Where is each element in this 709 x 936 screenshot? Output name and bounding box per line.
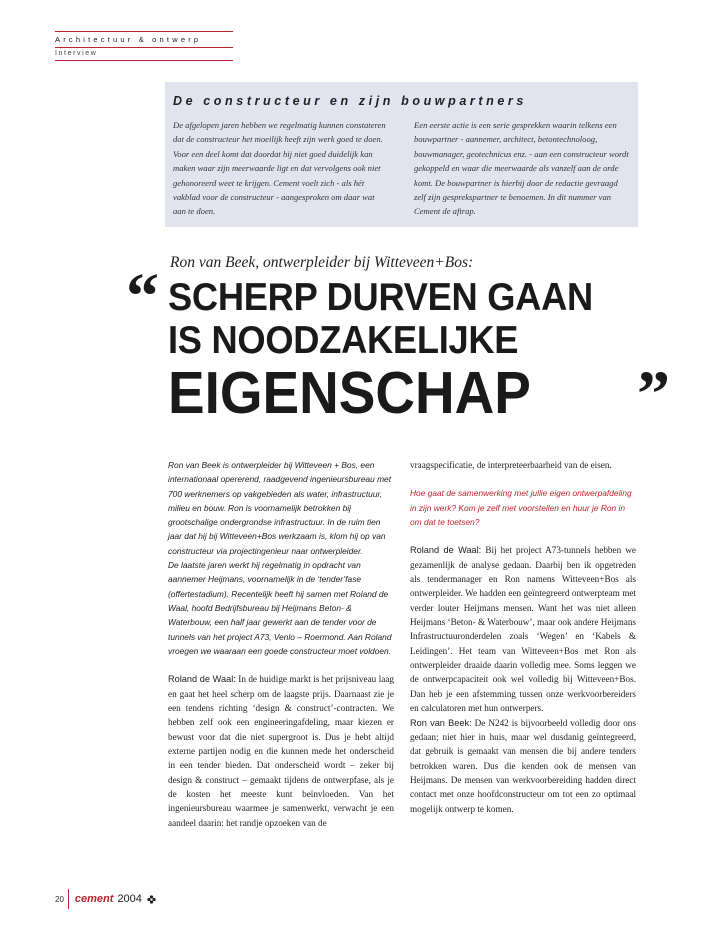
flower-icon <box>147 895 156 904</box>
headline-open-quote: “ <box>126 260 159 333</box>
publication-year: 2004 <box>117 893 142 905</box>
paragraph-gap <box>410 472 636 486</box>
intro-title: De constructeur en zijn bouwpartners <box>173 94 527 108</box>
publication-name: cement <box>74 893 114 905</box>
paragraph-gap <box>410 529 636 543</box>
page-footer <box>55 889 156 909</box>
body-paragraph <box>168 672 394 830</box>
section-header <box>55 31 233 61</box>
body-paragraph-continued: vraagspecificatie, de interpreteerbaarheid van de eisen. <box>410 460 612 470</box>
footer-divider <box>68 889 69 909</box>
body-text: De N242 is bijvoorbeeld volledig door ons gedaan; niet hier in huis, maar wel dusdanig geïntegreerd, dat gebruik is gemaakt van mensen die bij andere tenders betrokken waren. Dus die kenden ook de mensen van Heijmans. De mensen van werkvoorbereiding hadden direct contact met onze hoofdconstructeur om tot een zo optimaal mogelijk ontwerp te komen. <box>410 717 636 814</box>
intro-column-right: Een eerste actie is een serie gesprekken waarin telkens een bouwpartner - aannemer, architect, betontechnoloog, bouwmanager, geotechnicus enz. - aan een constructeur wordt gekoppeld en waar die meerwaarde als vanzelf aan de orde komt. De bouwpartner is hierbij door de redactie gevraagd zelf zijn gesprekspartner te benoemen. In dit nummer van Cement de aftrap. <box>414 120 629 217</box>
headline-line-3: EIGENSCHAP <box>168 360 531 426</box>
lede-paragraph-2: De laatste jaren werkt hij regelmatig in opdracht van aannemer Heijmans, voornamelijk in de ‘tender’fase (offertestadium). Recentelijk heeft hij samen met Roland de Waal, hoofd Bedrijfsbureau bij Heijmans Beton- & Waterbouw, een half jaar gewerkt aan de tender voor de tunnels van het project A73, Venlo – Roermond. Aan Roland vroegen we waaraan een goede constructeur moet voldoen. <box>168 560 392 656</box>
header-rule-bottom <box>55 60 233 61</box>
body-text: Bij het project A73-tunnels hebben we gezamenlijk de analyse gedaan. Daarbij ben ik opgetreden als tendermanager en Ron namens Witteveen+Bos als ontwerpleider. We hadden een geïntegreerd ontwerpteam met verder louter Heijmans mensen. Want het was niet alleen Heijmans ‘Beton- & Waterbouw’, maar ook andere Heijmans Infrastructuuronderdelen zoals ‘Wegen’ en ‘Kabels & Leidingen’. Het team van Witteveen+Bos met Ron als ontwerpleider draaide daarin volledig mee. Soms leggen we de ontwerpcapaciteit ook wel volledig bij Witteveen+Bos. Dan heb je een afstemming tussen onze werkvoorbereiders en calculatoren met hun ontwerpers. <box>410 545 636 714</box>
page-number: 20 <box>55 894 64 904</box>
interview-question: Hoe gaat de samenwerking met jullie eigen ontwerpafdeling in zijn werk? Kom je zelf met voorstellen en huur je Ron in om dat te toetsen? <box>410 488 632 528</box>
body-column-left <box>168 458 394 830</box>
article-headline <box>126 276 686 424</box>
body-column-right <box>410 458 636 816</box>
speaker-label: Roland de Waal: <box>168 674 236 685</box>
speaker-label: Ron van Beek: <box>410 717 472 728</box>
headline-line-1: SCHERP DURVEN GAAN <box>168 276 593 319</box>
intro-column-left: De afgelopen jaren hebben we regelmatig kunnen constateren dat de constructeur het moeilijk heeft zijn werk goed te doen. Voor een deel komt dat doordat hij niet goed duidelijk kan maken waar zijn meerwaarde ligt en dat vervolgens ook niet gehonoreerd weet te krijgen. Cement voelt zich - als hét vakblad voor de constructeur - aangesproken om daar wat aan te doen. <box>173 120 386 217</box>
body-paragraph <box>410 543 636 715</box>
section-label: Architectuur & ontwerp <box>55 35 202 44</box>
intro-columns <box>173 118 630 219</box>
lede-paragraph-1: Ron van Beek is ontwerpleider bij Witteveen + Bos, een internationaal opererend, raadgevend ingenieursbureau met 700 werknemers op vakgebieden als water, infrastructuur, milieu en bouw. Ron is voornamelijk betrokken bij grootschalige ondergrondse infrastructuur. In de ruim tien jaar dat hij bij Witteveen+Bos werkzaam is, klom hij op van constructeur via projectingenieur naar ontwerpleider. <box>168 460 392 556</box>
headline-line-2: IS NOODZAKELIJKE <box>168 319 519 362</box>
body-paragraph <box>410 716 636 816</box>
paragraph-gap <box>168 658 394 672</box>
intro-box <box>165 82 638 227</box>
headline-close-quote: ” <box>637 358 670 431</box>
article-kicker: Ron van Beek, ontwerpleider bij Witteveen+Bos: <box>170 254 474 271</box>
body-text: In de huidige markt is het prijsniveau laag en gaat het heel scherp om de laagste prijs. Daarnaast zie je een tendens richting ‘design & construct’-contracten. We hebben zelf ook een engineeringafdeling, maar kiezen er bewust voor dat die niet supergroot is. Dus je hebt altijd externe partijen nodig en die kunnen mede het onderscheid in een tender bieden. Dat onderscheid wordt – zeker bij design & construct – gemaakt tijdens de ontwerpfase, als je de kosten het meeste kunt beïnvloeden. Van het ingenieursbureau waarmee je samenwerkt, verwacht je een aandeel daarin: het randje opzoeken van de <box>168 674 394 828</box>
speaker-label: Roland de Waal: <box>410 545 482 556</box>
subsection-label: Interview <box>55 50 98 57</box>
